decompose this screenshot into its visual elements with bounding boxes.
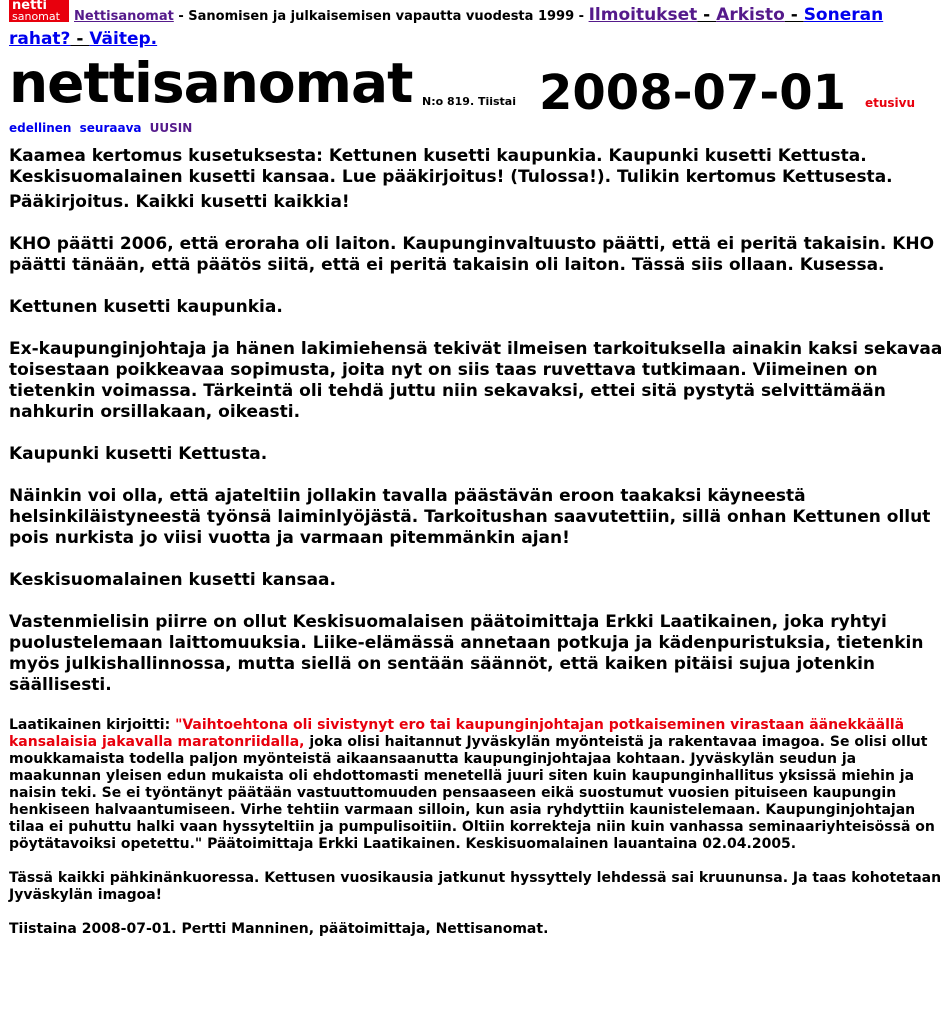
link-ilmoitukset[interactable]: Ilmoitukset: [588, 5, 698, 25]
site-logo[interactable]: [9, 0, 69, 22]
issue-nav: [9, 121, 196, 135]
quote-lead: Laatikainen kirjoitti:: [9, 717, 176, 733]
subheading: Kaupunki kusetti Kettusta.: [9, 444, 268, 464]
site-link[interactable]: Nettisanomat: [74, 9, 174, 24]
logo-line-2: sanomat: [12, 10, 60, 23]
subheading: Keskisuomalainen kusetti kansaa.: [9, 570, 336, 590]
link-soneran-rahat[interactable]: Soneran rahat?: [9, 5, 884, 49]
masthead: [9, 51, 944, 121]
quote-paragraph: [9, 717, 944, 853]
issue-date: 2008-07-01: [539, 65, 847, 121]
logo-line-1: netti: [12, 0, 47, 13]
article: [9, 146, 944, 955]
top-bar: [9, 0, 944, 52]
link-arkisto[interactable]: Arkisto: [716, 5, 785, 25]
signature: Tiistaina 2008-07-01. Pertti Manninen, päätoimittaja, Nettisanomat.: [9, 921, 549, 937]
issue-number: N:o 819. Tiistai: [422, 95, 517, 108]
subheading: Kettunen kusetti kaupunkia.: [9, 297, 283, 317]
separator: -: [70, 29, 90, 49]
separator: -: [697, 5, 717, 25]
paragraph: KHO päätti 2006, että eroraha oli laiton. Kaupunginvaltuusto päätti, että ei peritä takaisin. KHO päätti tänään, että päätös siitä, että ei peritä takaisin oli laiton. Tässä siis ollaan. Kusessa.: [9, 234, 935, 275]
paragraph: Ex-kaupunginjohtaja ja hänen lakimiehensä tekivät ilmeisen tarkoituksella ainakin kaksi sekavaa toisestaan poikkeavaa sopimusta, joita nyt on siis taas ruvettava tutkimaan. Viimeinen on tietenkin voimassa. Tärkeintä oli tehdä juttu niin sekavaksi, ettei sitä pystytä selvittämään nahkurin orsillakaan, oikeasti.: [9, 339, 943, 422]
quote-highlight: "Vaihtoehtona oli sivistynyt ero tai kaupunginjohtajan potkaiseminen virastaan äänekkäällä kansalaisia jakavalla maratonriidalla,: [9, 717, 905, 750]
intro-paragraph: Kaamea kertomus kusetuksesta: Kettunen kusetti kaupunkia. Kaupunki kusetti Kettusta. Keskisuomalainen kusetti kansaa. Lue pääkirjoitus! (Tulossa!). Tulikin kertomus Kettusesta.: [9, 146, 893, 187]
paragraph: Vastenmielisin piirre on ollut Keskisuomalaisen päätoimittaja Erkki Laatikainen, joka ryhtyi puolustelemaan laittomuuksia. Liike-elämässä annetaan potkuja ja kädenpuristuksia, tietenkin myös julkishallinnossa, mutta siellä on sentään säännöt, että kaiken pitäisi sujua jotenkin säällisesti.: [9, 612, 924, 695]
paragraph: Tässä kaikki pähkinänkuoressa. Kettusen vuosikausia jatkunut hyssyttely lehdessä sai kruununsa. Ja taas kohotetaan Jyväskylän imagoa!: [9, 870, 942, 903]
wordmark: nettisanomat: [9, 51, 413, 115]
separator: -: [784, 5, 804, 25]
newest-link[interactable]: UUSIN: [149, 121, 193, 135]
link-vaitep[interactable]: Väitep.: [89, 29, 158, 49]
article-heading: Pääkirjoitus. Kaikki kusetti kaikkia!: [9, 192, 350, 212]
paragraph: Näinkin voi olla, että ajateltiin jollakin tavalla päästävän eroon taakaksi käyneestä helsinkiläistyneestä työnsä laiminlyöjästä. Tarkoitushan saavutettiin, sillä onhan Kettunen ollut pois nurkista jo viisi vuotta ja varmaan pitemmänkin ajan!: [9, 486, 931, 548]
tagline: - Sanomisen ja julkaisemisen vapautta vuodesta 1999 -: [173, 9, 589, 24]
frontpage-link[interactable]: etusivu: [865, 96, 916, 110]
quote-text: joka olisi haitannut Jyväskylän myönteistä ja rakentavaa imagoa. Se olisi ollut moukkamaista todella paljon myönteistä aikaansaanutta kaupunginjohtajaa kohtaan. Jyväskylän seudun ja maakunnan yleisen edun mukaista oli ehdottomasti menetellä juuri siten kuin kaupunginhallitus yksissä miehin ja naisin teki. Se ei työntänyt päätään vastuuttomuuden pensaaseen eikä suostumut vuosien pituiseen kaupungin henkiseen halvaantumiseen. Virhe tehtiin varmaan silloin, kun asia ryhdyttiin kaunistelemaan. Kaupunginjohtajan tilaa ei puhuttu halki vaan hyssyteltiin ja pumpulisoitiin. Oltiin korrekteja niin kuin vanhassa seminaariyhteisössä on pöytätavoiksi opetettu." Päätoimittaja Erkki Laatikainen. Keskisuomalainen lauantaina 02.04.2005.: [9, 734, 935, 852]
prev-link[interactable]: edellinen: [9, 121, 72, 135]
next-link[interactable]: seuraava: [79, 121, 142, 135]
